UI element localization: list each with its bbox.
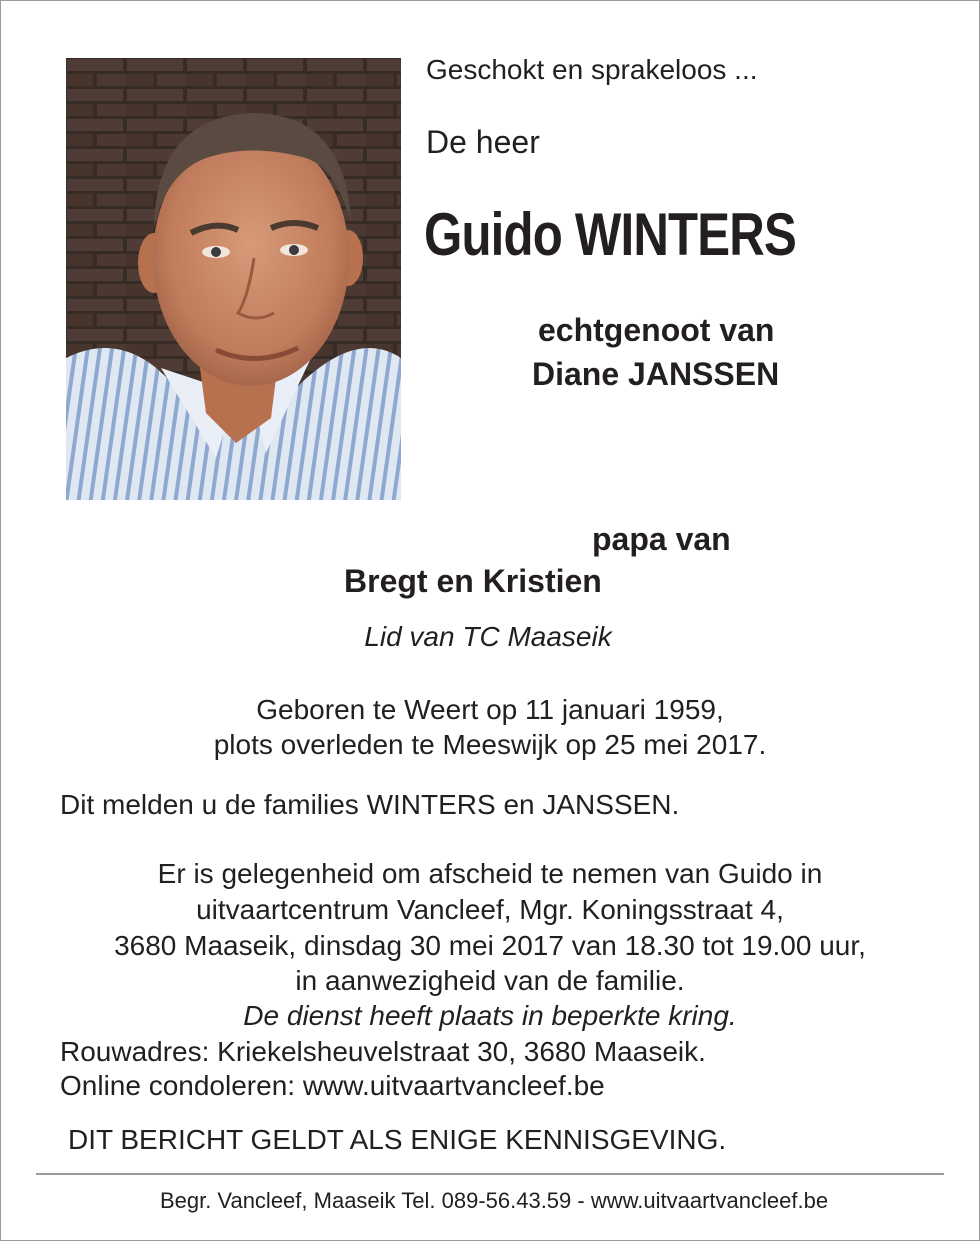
intro-text: Geschokt en sprakeloos ... xyxy=(426,54,758,85)
spouse-name: Diane JANSSEN xyxy=(532,356,780,392)
farewell-line: uitvaartcentrum Vancleef, Mgr. Koningsstraat 4, xyxy=(196,894,784,925)
mourning-address: Rouwadres: Kriekelsheuvelstraat 30, 3680 Maaseik. xyxy=(60,1036,706,1067)
children-names: Bregt en Kristien xyxy=(344,563,602,599)
service-note: De dienst heeft plaats in beperkte kring. xyxy=(243,1000,737,1031)
farewell-line: in aanwezigheid van de familie. xyxy=(295,965,685,996)
online-condolence-line: Online condoleren: www.uitvaartvancleef.be xyxy=(60,1070,605,1101)
footer-text: Begr. Vancleef, Maaseik Tel. 089-56.43.59 - www.uitvaartvancleef.be xyxy=(159,1188,829,1213)
official-notice: DIT BERICHT GELDT ALS ENIGE KENNISGEVING. xyxy=(68,1124,727,1155)
deceased-name: Guido WINTERS xyxy=(424,201,796,268)
title-prefix: De heer xyxy=(426,124,540,160)
farewell-line: 3680 Maaseik, dinsdag 30 mei 2017 van 18.30 tot 19.00 uur, xyxy=(114,930,866,961)
portrait-photo xyxy=(66,58,401,500)
divider xyxy=(36,1173,944,1175)
membership-text: Lid van TC Maaseik xyxy=(364,621,612,652)
death-line: plots overleden te Meeswijk op 25 mei 2017. xyxy=(213,729,767,760)
birth-line: Geboren te Weert op 11 januari 1959, xyxy=(256,694,724,725)
farewell-line: Er is gelegenheid om afscheid te nemen van Guido in xyxy=(157,858,823,889)
spouse-label: echtgenoot van xyxy=(538,312,775,348)
parent-label: papa van xyxy=(592,521,731,557)
families-line: Dit melden u de families WINTERS en JANSSEN. xyxy=(60,789,680,820)
